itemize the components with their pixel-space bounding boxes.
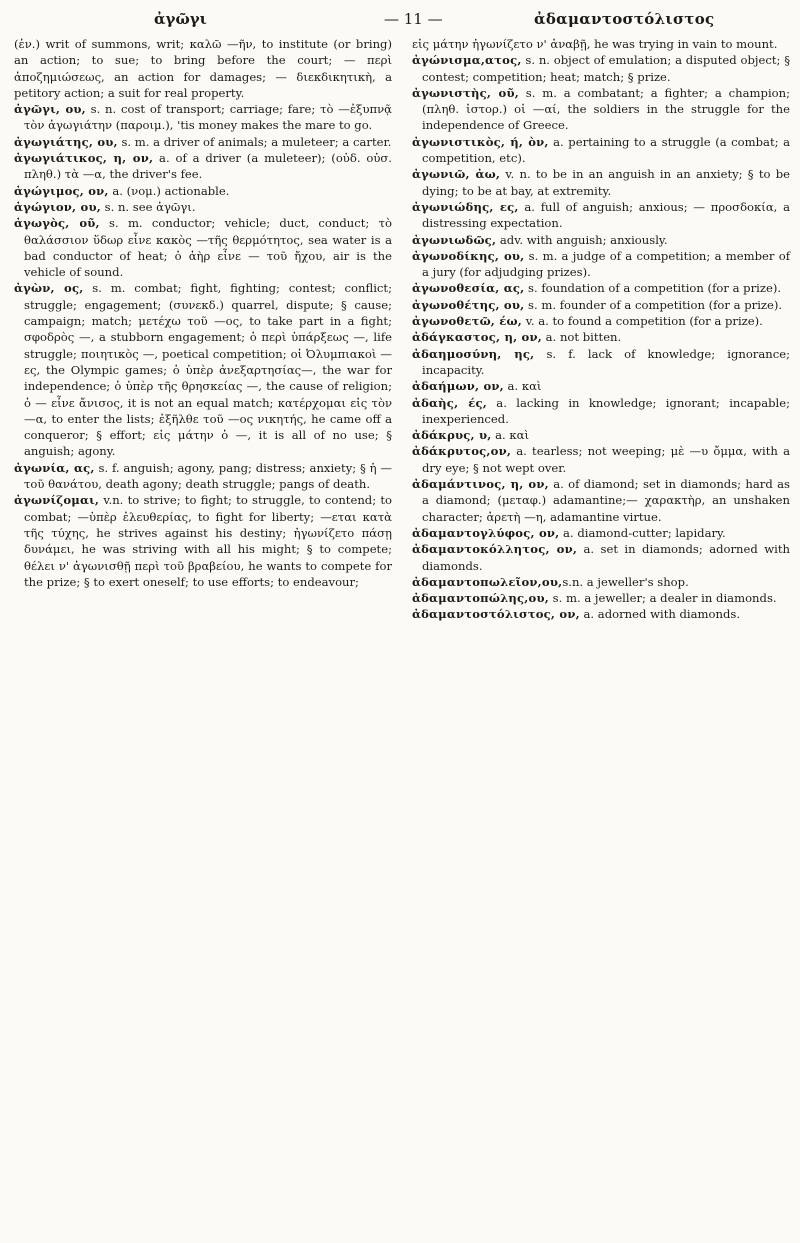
entry-definition: v. a. to found a competition (for a prize). [522,314,763,329]
entry-headword: ἀδαμαντοσ‌τόλιστος, ον, [412,607,580,622]
columns [14,36,792,623]
dictionary-entry [412,346,790,379]
entry-definition: a. (νομ.) actionable. [108,183,230,198]
entry-headword: ἀγωνιστὴς, οῦ, [412,85,519,100]
entry-definition: s. foundation of a competition (for a prize). [524,281,782,296]
entry-headword: ἀγωνοδίκης, ου, [412,248,525,263]
entry-headword: ἀγωνοθετῶ, έω, [412,314,523,329]
entry-headword: ἀγωνιστικὸς, ή, ὸν, [412,134,549,149]
entry-headword: ἀγωνιωδῶς, [412,232,497,247]
guide-word-right: ἀδαμαντοσ‌τόλιστος [534,10,715,28]
dictionary-entry [412,606,790,622]
entry-definition: a. of diamond; set in diamonds; hard as a diamond; (μεταφ.) adamantine;— χαρακτὴρ, an unshaken character; ἀρετὴ —η, adamantine virtue. [422,477,790,524]
dictionary-entry [14,134,392,150]
entry-definition: s. n. cost of transport; carriage; fare; τὸ —ἐξυπνᾷ τὸν ἀγωγιάτην (παροιμ.), 'tis money makes the mare to go. [24,102,392,133]
entry-definition: a. full of anguish; anxious; — προσδοκία, a distressing expectation. [422,199,791,231]
entry-definition: s. m. a judge of a competition; a member of a jury (for adjudging prizes). [422,248,790,280]
entry-definition: adv. with anguish; anxiously. [496,232,668,247]
dictionary-entry [412,313,790,329]
dictionary-entry [14,215,392,280]
entry-definition: a. pertaining to a struggle (a combat; a competition, etc). [422,134,790,166]
entry-definition: (ἐν.) writ of summons, writ; καλῶ —ῆν, to institute (or bring) an action; to sue; to bring before the court; — περὶ ἀποζημιώσεως, an action for damages; — διεκδικητικὴ, a petitory action; a suit for real property. [14,37,392,100]
entry-definition: a. tearless; not weeping; μὲ —υ ὄμμα, with a dry eye; § not wept over. [422,444,790,475]
entry-headword: ἀγώνισμα,ατος, [412,53,522,68]
dictionary-entry [412,248,790,281]
entry-definition: s.n. a jeweller's shop. [562,574,689,589]
dictionary-entry [14,150,392,183]
dictionary-entry [412,525,790,541]
entry-definition: a. adorned with diamonds. [579,607,741,622]
dictionary-entry [412,574,790,590]
dictionary-entry [412,297,790,313]
guide-word-left: ἀγῶγι [154,10,207,28]
entry-headword: ἀγώγιμος, ον, [14,183,109,198]
entry-definition: s. m. a driver of animals; a muleteer; a carter. [117,134,392,149]
entry-headword: ἀδαμάντινος, η, ον, [412,477,549,492]
entry-definition: s. f. anguish; agony, pang; distress; anxiety; § ἡ — τοῦ θανάτου, death agony; death struggle; pangs of death. [24,460,392,492]
entry-definition: s. n. see ἀγῶγι. [100,199,196,214]
dictionary-entry [412,280,790,296]
entry-headword: ἀγωνοθέτης, ου, [412,297,525,312]
running-head [14,10,792,36]
entry-headword: ἀγωγὸς, οῦ, [14,216,100,231]
dictionary-entry [14,101,392,134]
entry-headword: ἀδαὴς, ές, [412,395,487,410]
right-column [412,36,790,623]
page-number: — 11 — [384,10,443,28]
entry-definition: s. m. a jeweller; a dealer in diamonds. [548,591,777,606]
dictionary-entry [412,85,790,134]
entry-definition: s. m. combat; fight, fighting; contest; conflict; struggle; engagement; (συνεκδ.) quarrel, dispute; § cause; campaign; match; μετέχω τοῦ —ος, to take part in a fight; σφοδρὸς —, a stubborn engagement; ὁ περὶ ὑπάρξεως —, life struggle; ποιητικὸς —, poetical competition; οἱ Ὀλυμπιακοὶ —ες, the Olympic games; ὁ ὑπὲρ ἀνεξαρτησίας—, the war for independence; ὁ ὑπὲρ τῆς θρησκείας —, the cause of religion; ὁ — εἶνε ἄνισος, it is not an equal match; κατέρχομαι εἰς τὸν —α, to enter the lists; ἐξῆλθε τοῦ —ος νικητής, he came off a conqueror; § effort; εἰς μάτην ὁ —, it is all of no use; § anguish; agony. [24,281,392,459]
entry-definition: s. f. lack of knowledge; ignorance; incapacity. [422,346,790,377]
entry-headword: ἀγωγιάτικος, η, ον, [14,151,154,166]
dictionary-entry [14,36,392,101]
entry-headword: ἀγωνιῶ, ἀω, [412,167,501,182]
entry-definition: εἰς μάτην ἠγωνίζετο ν' ἀναβῇ, he was trying in vain to mount. [412,37,778,51]
entry-headword: ἀγὼν, ος, [14,281,84,296]
entry-headword: ἀδαμαντοπώλης,ου, [412,591,549,606]
entry-definition: a. καὶ [503,379,542,394]
entry-headword: ἀγωνιώδης, ες, [412,199,519,214]
dictionary-entry [412,476,790,525]
entry-definition: s. m. a combatant; a fighter; a champion; (πληθ. ἱστορ.) οἱ —αί, the soldiers in the struggle for the independence of Greece. [422,85,791,133]
dictionary-entry [14,199,392,215]
entry-headword: ἀγωνοθεσία, ας, [412,281,525,296]
dictionary-entry [412,232,790,248]
entry-definition: a. diamond-cutter; lapidary. [559,525,726,540]
entry-definition: a. not bitten. [541,330,622,345]
entry-definition: a. of a driver (a muleteer); (οὐδ. οὐσ. πληθ.) τὰ —α, the driver's fee. [24,151,392,182]
dictionary-entry [412,52,790,85]
dictionary-entry [14,183,392,199]
dictionary-entry [412,134,790,167]
entry-headword: ἀγωνίζομαι, [14,493,100,508]
dictionary-entry [412,395,790,428]
dictionary-entry [412,329,790,345]
left-column [14,36,392,623]
dictionary-entry [412,166,790,199]
entry-headword: ἀδαήμων, ον, [412,379,504,394]
dictionary-entry [412,199,790,232]
dictionary-entry [412,378,790,394]
dictionary-entry [14,460,392,493]
entry-headword: ἀδάγκαστος, η, ον, [412,330,542,345]
entry-headword: ἀδαμαντοκόλλητος, ον, [412,542,578,557]
dictionary-entry [412,541,790,574]
entry-headword: ἀδαημοσύνη, ης, [412,346,535,361]
entry-definition: s. m. conductor; vehicle; duct, conduct; τὸ θαλάσσιον ὕδωρ εἶνε κακὸς —τῆς θερμότητος, sea water is a bad conductor of heat; ὁ ἀὴρ εἶνε — τοῦ ἤχου, air is the vehicle of sound. [24,216,392,280]
dictionary-entry [14,492,392,590]
entry-definition: a. καὶ [491,428,530,443]
entry-definition: v.n. to strive; to fight; to struggle, to contend; to combat; —ὑπὲρ ἐλευθερίας, to fight for liberty; —εται κατὰ τῆς τύχης, he strives against his destiny; ἠγωνίζετο πάσῃ δυνάμει, he was striving with all his might; § to compete; θέλει ν' ἀγωνισθῇ περὶ τοῦ βραβείου, he wants to compete for the prize; § to exert oneself; to use efforts; to endeavour; [24,493,392,589]
entry-definition: v. n. to be in an anguish in an anxiety; § to be dying; to be at bay, at extremity. [422,167,790,198]
entry-definition: s. m. founder of a competition (for a prize). [524,297,783,312]
dictionary-entry [412,36,790,52]
dictionary-entry [412,427,790,443]
entry-headword: ἀγῶγι, ου, [14,102,86,117]
entry-headword: ἀδάκρυτος,ον, [412,444,512,459]
dictionary-entry [412,590,790,606]
dictionary-entry [412,443,790,476]
entry-definition: a. set in diamonds; adorned with diamonds. [422,542,790,573]
entry-headword: ἀγώγιον, ου, [14,199,101,214]
entry-definition: s. n. object of emulation; a disputed object; § contest; competition; heat; match; § prize. [422,53,790,84]
entry-definition: a. lacking in knowledge; ignorant; incapable; inexperienced. [422,395,790,426]
entry-headword: ἀγωγιάτης, ου, [14,134,118,149]
entry-headword: ἀδαμαντοπωλεῖον,ου, [412,574,563,589]
entry-headword: ἀδαμαντογλύφος, ον, [412,525,560,540]
dictionary-entry [14,280,392,459]
entry-headword: ἀδάκρυς, υ, [412,428,492,443]
entry-headword: ἀγωνία, ας, [14,460,95,475]
